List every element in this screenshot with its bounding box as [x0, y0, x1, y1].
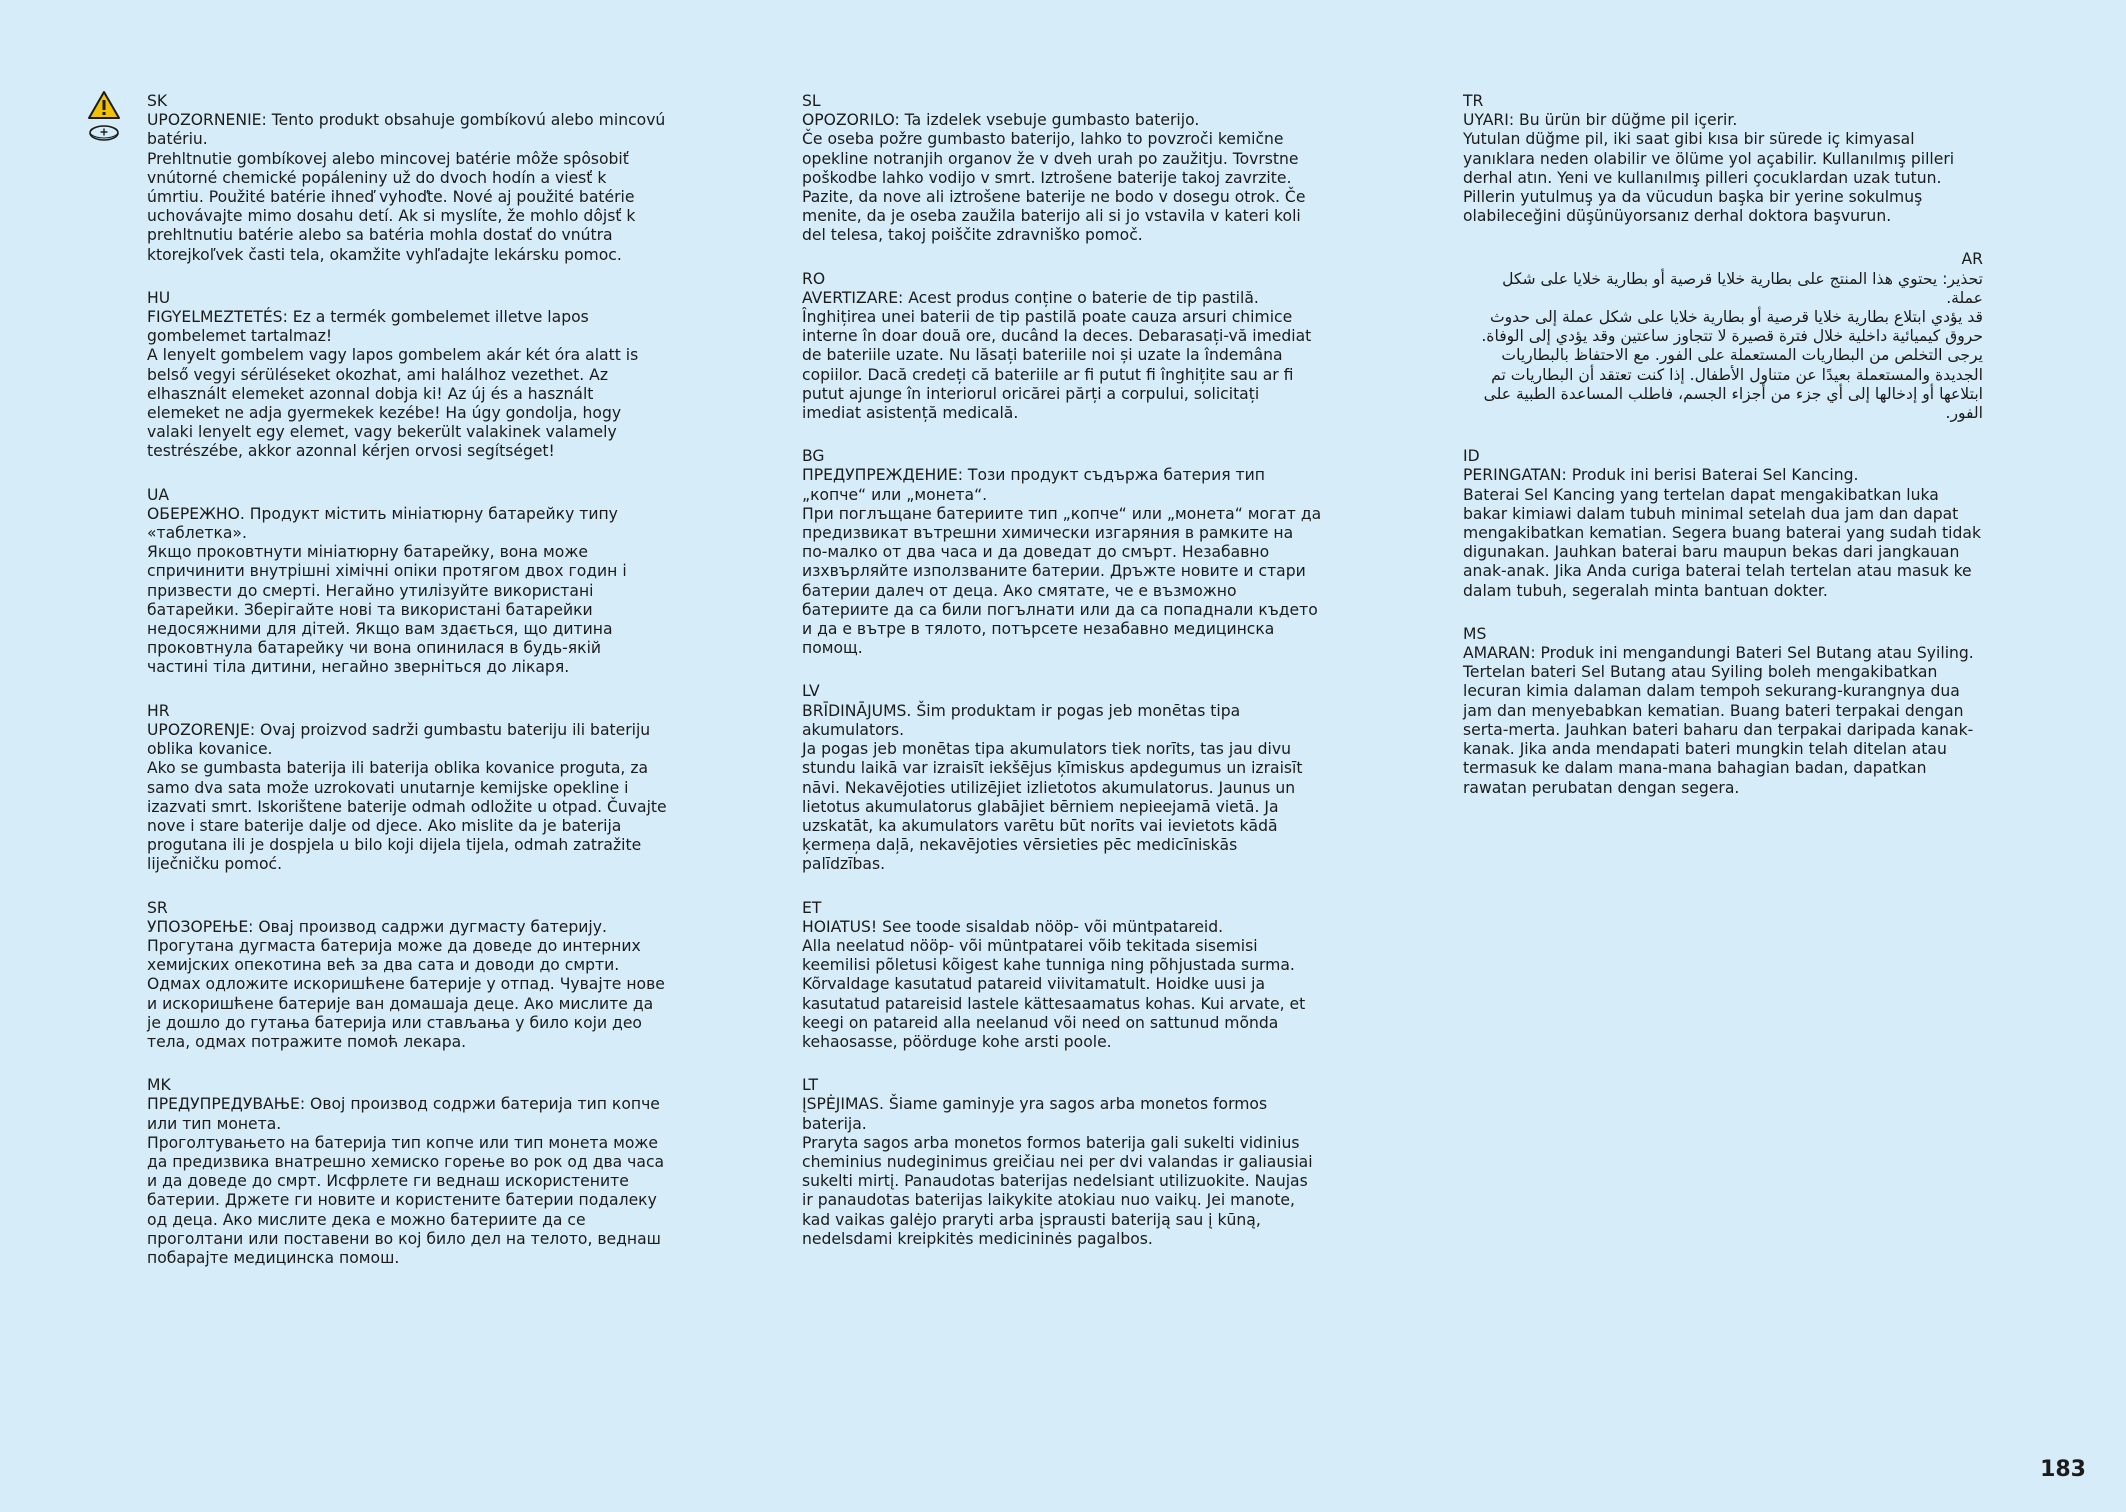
- warning-heading: ĮSPĖJIMAS. Šiame gaminyje yra sagos arba monetos formos baterija.: [802, 1095, 1268, 1133]
- warning-triangle-icon: [87, 90, 121, 120]
- warning-body: قد يؤدي ابتلاع بطارية خلايا قرصية أو بطارية خلايا على شكل عملة إلى حدوث حروق كيميائية داخلية خلال فترة قصيرة لا تتجاوز ساعتين وقد يؤدي إلى الوفاة. يرجى التخلص من البطاريات المستعملة على الفور. مع الاحتفاظ بالبطاريات الجديدة والمستعملة بعيدًا عن متناول الأطفال. إذا كنت تعتقد أن البطاريات تم ابتلاعها أو إدخالها إلى أي جزء من أجزاء الجسم، فاطلب المساعدة الطبية على الفور.: [1481, 308, 1983, 423]
- warning-body: A lenyelt gombelem vagy lapos gombelem akár két óra alatt is belső vegyi sérüléseket okozhat, ami halálhoz vezethet. Az elhasznált elemeket azonnal dobja ki! Az új és a használt elemeket ne adja gyermekek kezébe! Ha úgy gondolja, hogy valaki lenyelt egy elemet, vagy bekerült valakinek valamely testrészébe, akkor azonnal kérjen orvosi segítséget!: [147, 346, 639, 461]
- warning-heading: FIGYELMEZTETÉS: Ez a termék gombelemet illetve lapos gombelemet tartalmaz!: [147, 308, 589, 346]
- language-code: TR: [1463, 92, 1484, 110]
- warning-body: Înghițirea unei baterii de tip pastilă poate cauza arsuri chimice interne în doar două ore, ducând la deces. Debarasați-vă imediat de bateriile uzate. Nu lăsați bateriile noi și uzate la îndemâna copiilor. Dacă credeți că bateriile ar fi putut fi înghițite sau ar fi putut ajunge în interiorul oricărei părți a corpului, solicitați imediat asistență medicală.: [802, 308, 1312, 423]
- warning-body: Ja pogas jeb monētas tipa akumulators tiek norīts, tas jau divu stundu laikā var izraisīt iekšējus ķīmiskus apdegumus un izraisīt nāvi. Nekavējoties utilizējiet izlietotos akumulatorus. Jaunus un lietotus akumulatorus glabājiet bērniem nepieejamā vietā. Ja uzskatāt, ka akumulators varētu būt norīts vai ievietots kādā ķermeņa daļā, nekavējoties vērsieties pēc medicīniskās palīdzības.: [802, 740, 1303, 874]
- language-code: MS: [1463, 624, 1487, 643]
- warning-heading: UPOZORNENIE: Tento produkt obsahuje gombíkovú alebo mincovú batériu.: [147, 111, 666, 149]
- column-left: [147, 92, 667, 1292]
- warning-body: Prehltnutie gombíkovej alebo mincovej batérie môže spôsobiť vnútorné chemické popáleniny už do dvoch hodín a viesť k úmrtiu. Použité batérie ihneď vyhoďte. Nové aj použité batérie uchovávajte mimo dosahu detí. Ak si myslíte, že mohlo dôjsť k prehltnutiu batérie alebo sa batéria mohla dostať do vnútra ktorejkoľvek časti tela, okamžite vyhľadajte lekársku pomoc.: [147, 149, 636, 264]
- warning-icons: [87, 90, 123, 142]
- warning-heading: УПОЗОРЕЊЕ: Овај производ садржи дугмасту батерију.: [147, 917, 607, 936]
- section-lt: [802, 1076, 1322, 1249]
- language-code: AR: [1961, 250, 1983, 269]
- warning-heading: ПРЕДУПРЕДУВАЊЕ: Овој производ содржи батерија тип копче или тип монета.: [147, 1095, 660, 1133]
- section-sk: [147, 92, 667, 265]
- warning-body: При поглъщане батериите тип „копче“ или „монета“ могат да предизвикат вътрешни химически изгаряния в рамките на по-малко от два часа и да доведат до смърт. Незабавно изхвърляйте използваните батерии. Дръжте новите и стари батерии далеч от деца. Ако смятате, че е възможно батериите да са били погълнати или да са попаднали където и да е вътре в тялото, потърсете незабавно медицинска помощ.: [802, 504, 1322, 658]
- section-ua: [147, 486, 667, 678]
- section-sl: [802, 92, 1322, 246]
- warning-heading: HOIATUS! See toode sisaldab nööp- või müntpatareid.: [802, 917, 1224, 936]
- section-et: [802, 899, 1322, 1053]
- column-right: [1463, 92, 1983, 822]
- section-lv: [802, 682, 1322, 874]
- language-code: SK: [147, 92, 168, 110]
- warning-heading: OPOZORILO: Ta izdelek vsebuje gumbasto baterijo.: [802, 111, 1200, 130]
- warning-heading: UPOZORENJE: Ovaj proizvod sadrži gumbastu bateriju ili bateriju oblika kovanice.: [147, 720, 651, 759]
- warning-heading: ОБЕРЕЖНО. Продукт містить мініатюрну батарейку типу «таблетка».: [147, 504, 618, 543]
- language-code: ET: [802, 898, 822, 917]
- warning-body: Tertelan bateri Sel Butang atau Syiling boleh mengakibatkan lecuran kimia dalaman dalam tempoh sekurang-kurangnya dua jam dan menyebabkan kematian. Buang bateri terpakai dengan serta-merta. Jauhkan bateri baharu dan terpakai daripada kanak-kanak. Jika anda mendapati bateri mungkin telah ditelan atau termasuk ke dalam mana-mana bahagian badan, dapatkan rawatan perubatan dengan segera.: [1463, 663, 1974, 797]
- warning-body: Ako se gumbasta baterija ili baterija oblika kovanice proguta, za samo dva sata može uzrokovati unutarnje kemijske opekline i izazvati smrt. Iskorištene baterije odmah odložite u otpad. Čuvajte nove i stare baterije dalje od djece. Ako mislite da je baterija progutana ili je dospjela u bilo koji dijela tijela, odmah zatražite liječničku pomoć.: [147, 759, 667, 874]
- warning-body: Yutulan düğme pil, iki saat gibi kısa bir sürede iç kimyasal yanıklara neden olabilir ve ölüme yol açabilir. Kullanılmış pilleri derhal atın. Yeni ve kullanılmış pilleri çocuklardan uzak tutun. Pillerin yutulmuş ya da vücudun başka bir yerine sokulmuş olabileceğini düşünüyorsanız derhal doktora başvurun.: [1463, 130, 1955, 226]
- language-code: HR: [147, 701, 170, 720]
- section-mk: [147, 1076, 667, 1268]
- language-code: UA: [147, 485, 170, 504]
- warning-heading: AVERTIZARE: Acest produs conține o baterie de tip pastilă.: [802, 288, 1259, 307]
- warning-heading: تحذير: يحتوي هذا المنتج على بطارية خلايا قرصية أو بطارية خلايا على شكل عملة.: [1502, 269, 1983, 307]
- language-code: HU: [147, 288, 171, 307]
- section-id: [1463, 447, 1983, 601]
- section-sr: [147, 899, 667, 1053]
- section-bg: [802, 447, 1322, 658]
- language-code: MK: [147, 1076, 171, 1095]
- warning-body: Praryta sagos arba monetos formos baterija gali sukelti vidinius cheminius nudeginimus greičiau nei per dvi valandas ir galiausiai sukelti mirtį. Panaudotas baterijas nedelsiant utilizuokite. Naujas ir panaudotas baterijas laikykite atokiau nuo vaikų. Jei manote, kad vaikas galėjo praryti arba įsprausti bateriją sau į kūną, nedelsdami kreipkitės medicininės pagalbos.: [802, 1133, 1313, 1248]
- language-code: RO: [802, 269, 826, 288]
- warning-body: Проголтувањето на батерија тип копче или тип монета може да предизвика внатрешно хемиско горење во рок од два часа и да доведе до смрт. Исфрлете ги веднаш искористените батерии. Држете ги новите и користените батерии подалеку од деца. Ако мислите дека е можно батериите да се проголтани или поставени во кој било дел на телото, веднаш побарајте медицинска помош.: [147, 1133, 665, 1267]
- section-tr: [1463, 92, 1983, 226]
- warning-heading: UYARI: Bu ürün bir düğme pil içerir.: [1463, 111, 1738, 130]
- section-ms: [1463, 625, 1983, 798]
- language-code: LV: [802, 682, 820, 701]
- warning-body: Baterai Sel Kancing yang tertelan dapat mengakibatkan luka bakar kimiawi dalam tubuh minimal setelah dua jam dan dapat mengakibatkan kematian. Segera buang baterai yang sudah tidak digunakan. Jauhkan baterai baru maupun bekas dari jangkauan anak-anak. Jika Anda curiga baterai telah tertelan atau masuk ke dalam tubuh, segeralah minta bantuan dokter.: [1463, 485, 1981, 600]
- warning-body: Прогутана дугмаста батерија може да доведе до интерних хемијских опекотина већ за два сата и доводи до смрти. Одмах одложите искоришћене батерије у отпад. Чувајте нове и искоришћене батерије ван домашаја деце. Ако мислите да је дошло до гутања батерија или стављања у било који део тела, одмах потражите помоћ лекара.: [147, 936, 665, 1051]
- language-code: SR: [147, 898, 168, 917]
- section-hr: [147, 702, 667, 875]
- section-ar: [1463, 250, 1983, 423]
- section-ro: [802, 270, 1322, 424]
- language-code: LT: [802, 1076, 819, 1095]
- page-number: 183: [2040, 1457, 2086, 1482]
- warning-heading: ПРЕДУПРЕЖДЕНИЕ: Този продукт съдържа батерия тип „копче“ или „монета“.: [802, 466, 1265, 504]
- language-code: SL: [802, 92, 821, 110]
- warning-heading: BRĪDINĀJUMS. Šim produktam ir pogas jeb monētas tipa akumulators.: [802, 701, 1241, 739]
- warning-heading: PERINGATAN: Produk ini berisi Baterai Sel Kancing.: [1463, 466, 1859, 485]
- language-code: ID: [1463, 447, 1480, 466]
- warning-body: Якщо проковтнути мініатюрну батарейку, вона може спричинити внутрішні хімічні опіки протягом двох годин і призвести до смерті. Негайно утилізуйте використані батарейки. Зберігайте нові та використані батарейки недосяжними для дітей. Якщо вам здається, що дитина проковтнула батарейку чи вона опинилася в будь-якій частині тіла дитини, негайно зверніться до лікаря.: [147, 543, 627, 677]
- section-hu: [147, 289, 667, 462]
- language-code: BG: [802, 447, 825, 466]
- warning-body: Alla neelatud nööp- või müntpatarei võib tekitada sisemisi keemilisi põletusi kõigest kahe tunniga ning põhjustada surma. Kõrvaldage kasutatud patareid viivitamatult. Hoidke uusi ja kasutatud patareisid lastele kättesaamatus kohas. Kui arvate, et keegi on patareid alla neelanud või need on sattunud mõnda kehaosasse, pöörduge kohe arsti poole.: [802, 936, 1306, 1051]
- coin-battery-icon: [87, 124, 121, 142]
- warning-heading: AMARAN: Produk ini mengandungi Bateri Sel Butang atau Syiling.: [1463, 644, 1974, 663]
- column-middle: [802, 92, 1322, 1273]
- warning-body: Če oseba požre gumbasto baterijo, lahko to povzroči kemične opekline notranjih organov že v dveh urah po zaužitju. Tovrstne poškodbe lahko vodijo v smrt. Iztrošene baterije takoj zavrzite. Pazite, da nove ali iztrošene baterije ne bodo v dosegu otrok. Če menite, da je oseba zaužila baterijo ali si jo vstavila v kateri koli del telesa, takoj poiščite zdravniško pomoč.: [802, 130, 1306, 245]
